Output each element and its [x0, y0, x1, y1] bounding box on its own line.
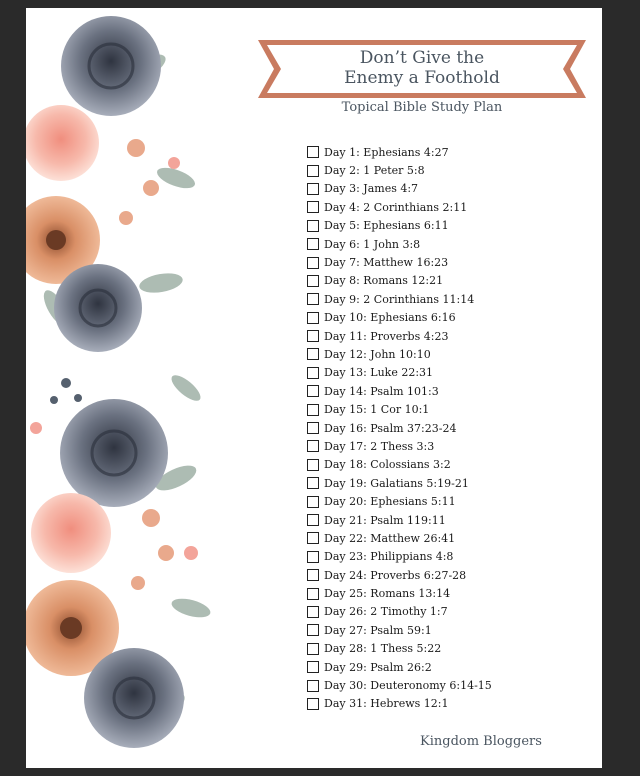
rose-flower	[26, 105, 99, 181]
title-line: Enemy a Foothold	[344, 68, 500, 88]
day-reading-label: Day 21: Psalm 119:11	[324, 513, 446, 527]
checklist-item	[307, 419, 492, 437]
checkbox[interactable]	[307, 183, 319, 195]
checklist-item	[307, 309, 492, 327]
day-reading-label: Day 26: 2 Timothy 1:7	[324, 605, 448, 619]
checkbox[interactable]	[307, 201, 319, 213]
checkbox[interactable]	[307, 551, 319, 563]
day-reading-label: Day 20: Ephesians 5:11	[324, 495, 456, 509]
leaf	[138, 270, 184, 295]
checklist-item	[307, 290, 492, 308]
checklist-item	[307, 253, 492, 271]
berry	[119, 211, 133, 225]
checkbox[interactable]	[307, 698, 319, 710]
berry	[184, 546, 198, 560]
day-reading-label: Day 8: Romans 12:21	[324, 274, 444, 288]
checkbox[interactable]	[307, 404, 319, 416]
leaf	[170, 595, 213, 621]
day-reading-label: Day 7: Matthew 16:23	[324, 256, 449, 270]
day-reading-label: Day 29: Psalm 26:2	[324, 660, 432, 674]
page-title	[258, 48, 586, 88]
checkbox[interactable]	[307, 643, 319, 655]
day-reading-label: Day 27: Psalm 59:1	[324, 623, 432, 637]
day-reading-label: Day 19: Galatians 5:19-21	[324, 476, 469, 490]
checkbox[interactable]	[307, 220, 319, 232]
footer-brand: Kingdom Bloggers	[420, 734, 542, 749]
day-reading-label: Day 16: Psalm 37:23-24	[324, 421, 457, 435]
checklist-item	[307, 658, 492, 676]
checklist-item	[307, 382, 492, 400]
checkbox[interactable]	[307, 312, 319, 324]
checkbox[interactable]	[307, 496, 319, 508]
checklist-item	[307, 437, 492, 455]
checklist-item	[307, 676, 492, 694]
day-reading-label: Day 11: Proverbs 4:23	[324, 329, 449, 343]
berry	[127, 139, 145, 157]
checklist-item	[307, 566, 492, 584]
checkbox[interactable]	[307, 165, 319, 177]
berry	[143, 180, 159, 196]
subtitle: Topical Bible Study Plan	[341, 100, 503, 115]
checkbox[interactable]	[307, 238, 319, 250]
checkbox[interactable]	[307, 440, 319, 452]
checkbox[interactable]	[307, 624, 319, 636]
day-reading-label: Day 1: Ephesians 4:27	[324, 145, 449, 159]
day-reading-label: Day 9: 2 Corinthians 11:14	[324, 292, 475, 306]
checkbox[interactable]	[307, 330, 319, 342]
day-reading-label: Day 30: Deuteronomy 6:14-15	[324, 679, 492, 693]
day-reading-label: Day 24: Proverbs 6:27-28	[324, 568, 467, 582]
study-plan-page	[26, 8, 602, 768]
day-reading-label: Day 13: Luke 22:31	[324, 366, 434, 380]
day-reading-label: Day 18: Colossians 3:2	[324, 458, 451, 472]
checklist-item	[307, 548, 492, 566]
rose-flower	[31, 493, 111, 573]
checkbox[interactable]	[307, 367, 319, 379]
checklist-item	[307, 345, 492, 363]
floral-border	[26, 8, 216, 768]
checklist-item	[307, 217, 492, 235]
day-reading-label: Day 5: Ephesians 6:11	[324, 219, 449, 233]
checkbox[interactable]	[307, 661, 319, 673]
checklist-item	[307, 161, 492, 179]
checkbox[interactable]	[307, 422, 319, 434]
checkbox[interactable]	[307, 514, 319, 526]
berry	[131, 576, 145, 590]
checklist-item	[307, 198, 492, 216]
berry	[61, 378, 71, 388]
checklist-item	[307, 621, 492, 639]
rose-flower	[84, 648, 184, 748]
day-reading-label: Day 6: 1 John 3:8	[324, 237, 421, 251]
checklist-item	[307, 511, 492, 529]
checkbox[interactable]	[307, 606, 319, 618]
day-reading-label: Day 12: John 10:10	[324, 347, 431, 361]
checklist-item	[307, 603, 492, 621]
day-reading-label: Day 25: Romans 13:14	[324, 587, 451, 601]
checklist-item	[307, 400, 492, 418]
leaf	[168, 371, 205, 405]
berry	[142, 509, 160, 527]
day-reading-label: Day 31: Hebrews 12:1	[324, 697, 449, 711]
checkbox[interactable]	[307, 146, 319, 158]
checklist-item	[307, 327, 492, 345]
checklist-item	[307, 640, 492, 658]
checklist-item	[307, 180, 492, 198]
day-reading-label: Day 15: 1 Cor 10:1	[324, 403, 430, 417]
checklist-item	[307, 492, 492, 510]
day-reading-label: Day 23: Philippians 4:8	[324, 550, 454, 564]
checklist-item	[307, 584, 492, 602]
checkbox[interactable]	[307, 680, 319, 692]
day-reading-label: Day 17: 2 Thess 3:3	[324, 439, 435, 453]
berry	[74, 394, 82, 402]
checklist-item	[307, 695, 492, 713]
day-reading-label: Day 22: Matthew 26:41	[324, 531, 456, 545]
checklist-item	[307, 235, 492, 253]
rose-flower	[61, 16, 161, 116]
berry	[30, 422, 42, 434]
checkbox[interactable]	[307, 459, 319, 471]
day-reading-label: Day 28: 1 Thess 5:22	[324, 642, 442, 656]
berry	[168, 157, 180, 169]
checklist-item	[307, 474, 492, 492]
checklist-item	[307, 529, 492, 547]
day-reading-label: Day 3: James 4:7	[324, 182, 419, 196]
checklist-item	[307, 143, 492, 161]
reading-checklist	[307, 143, 492, 713]
day-reading-label: Day 10: Ephesians 6:16	[324, 311, 456, 325]
checkbox[interactable]	[307, 477, 319, 489]
rose-flower	[60, 399, 168, 507]
checkbox[interactable]	[307, 588, 319, 600]
day-reading-label: Day 4: 2 Corinthians 2:11	[324, 200, 468, 214]
berry	[158, 545, 174, 561]
berry	[50, 396, 58, 404]
checkbox[interactable]	[307, 348, 319, 360]
title-line: Don’t Give the	[359, 48, 485, 68]
day-reading-label: Day 2: 1 Peter 5:8	[324, 164, 425, 178]
checkbox[interactable]	[307, 275, 319, 287]
checklist-item	[307, 456, 492, 474]
checkbox[interactable]	[307, 257, 319, 269]
checkbox[interactable]	[307, 385, 319, 397]
checklist-item	[307, 272, 492, 290]
checkbox[interactable]	[307, 532, 319, 544]
checklist-item	[307, 364, 492, 382]
day-reading-label: Day 14: Psalm 101:3	[324, 384, 439, 398]
checkbox[interactable]	[307, 569, 319, 581]
rose-flower	[54, 264, 142, 352]
checkbox[interactable]	[307, 293, 319, 305]
